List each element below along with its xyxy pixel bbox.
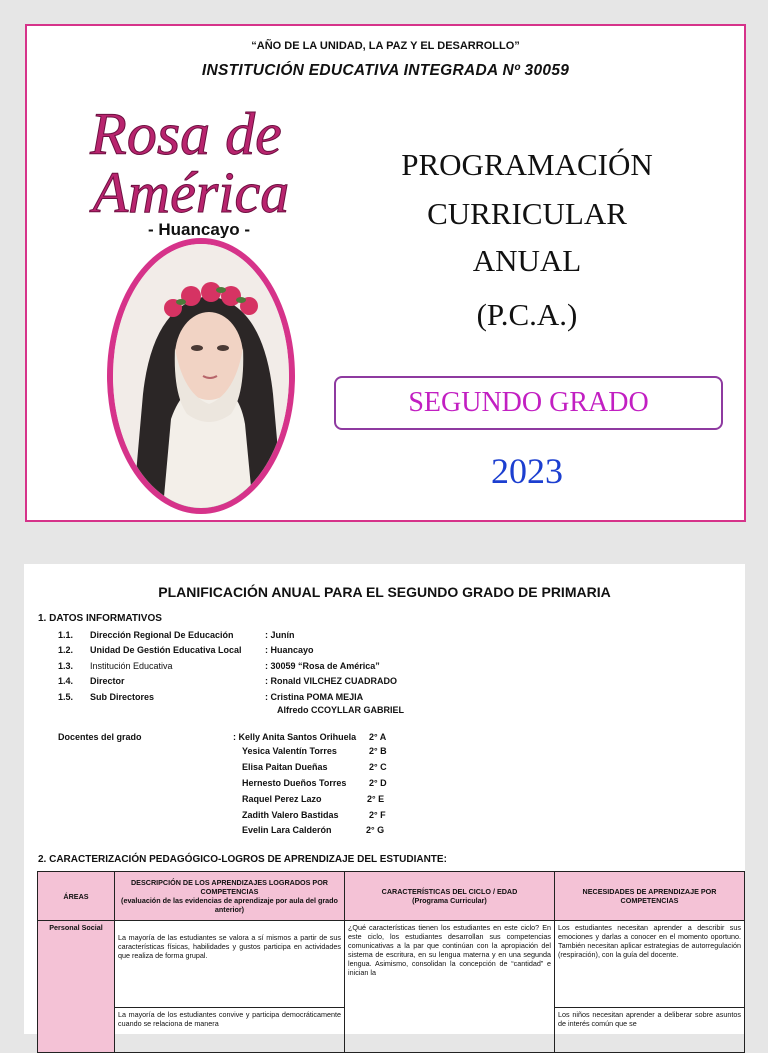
area-personal-social-text: Personal Social [49, 923, 103, 932]
year-motto: “AÑO DE LA UNIDAD, LA PAZ Y EL DESARROLLO” [251, 40, 520, 52]
teacher-section: 2° D [369, 778, 387, 788]
need-cell-text: Los niños necesitan aprender a deliberar sobre asuntos de interés común que se [558, 1010, 741, 1028]
rosa-de-america-logo [41, 88, 331, 238]
data-label: Director [90, 676, 125, 686]
teacher-name: Yesica Valentín Torres [242, 746, 337, 756]
portrait-illustration [113, 244, 289, 508]
data-value: : 30059 “Rosa de América” [265, 661, 380, 671]
caract-cell-text: ¿Qué características tienen los estudiantes en este ciclo? En este ciclo, los estudiantes desarrollan sus competencias comunicativas a la par que continúan con la apropiación del sistema de escritura, en su lengua materna y en una segunda lengua. Asimismo, consolidan la concepción de “cantidad” e inician la [348, 923, 551, 977]
teacher-section: 2° A [369, 732, 387, 742]
teacher-name: Zadith Valero Bastidas [242, 810, 339, 820]
data-num: 1.1. [58, 630, 74, 640]
header-areas [38, 872, 115, 921]
data-value: : Junín [265, 630, 295, 640]
title-line-2: CURRICULAR [427, 196, 627, 231]
desc-cell-text: La mayoría de las estudiantes se valora a sí mismos a partir de sus características físicas, habilidades y gustos participa en actividades que realiza de forma grupal. [118, 933, 341, 960]
header-necesidades-text: NECESIDADES DE APRENDIZAJE POR COMPETENCIAS [582, 887, 717, 905]
need-cell-text: Los estudiantes necesitan aprender a describir sus emociones y darlas a conocer en el momento oportuno. También necesitan aplicar estrategias de autorregulación (respiración), con la guía del docente. [558, 923, 741, 959]
section-caracterizacion: 2. CARACTERIZACIÓN PEDAGÓGICO-LOGROS DE APRENDIZAJE DEL ESTUDIANTE: [38, 854, 447, 865]
title-line-4: (P.C.A.) [476, 297, 578, 332]
teacher-section: 2° B [369, 746, 387, 756]
data-value: : Ronald VILCHEZ CUADRADO [265, 676, 397, 686]
header-caracteristicas-text: CARACTERÍSTICAS DEL CICLO / EDAD [381, 887, 518, 896]
year: 2023 [491, 451, 563, 491]
data-label: Institución Educativa [90, 661, 173, 671]
header-caracteristicas [345, 872, 555, 921]
teacher-name: : Kelly Anita Santos Orihuela [233, 732, 357, 742]
cover-page [25, 24, 746, 522]
header-caracteristicas-sub: (Programa Curricular) [412, 896, 487, 905]
teacher-name: Raquel Perez Lazo [242, 794, 322, 804]
saint-rose-portrait [107, 238, 295, 514]
header-areas-text: ÁREAS [63, 891, 89, 901]
data-num: 1.3. [58, 661, 74, 671]
title-line-3: ANUAL [472, 243, 582, 278]
table-header-row [38, 872, 745, 921]
header-necesidades [555, 872, 745, 921]
data-num: 1.2. [58, 645, 74, 655]
need-cell [555, 921, 745, 1008]
teacher-name: Hernesto Dueños Torres [242, 778, 347, 788]
characterization-table [37, 871, 745, 1053]
institution-name: INSTITUCIÓN EDUCATIVA INTEGRADA Nº 30059 [201, 62, 570, 79]
data-label: Dirección Regional De Educación [90, 630, 234, 640]
plan-title: PLANIFICACIÓN ANUAL PARA EL SEGUNDO GRADO DE PRIMARIA [158, 584, 611, 600]
section-datos-informativos: 1. DATOS INFORMATIVOS [38, 613, 162, 624]
caract-cell [345, 921, 555, 1053]
teacher-section: 2° G [366, 825, 385, 835]
data-num: 1.5. [58, 692, 74, 702]
desc-cell [115, 921, 345, 1008]
header-descripcion-sub: (evaluación de las evidencias de aprendizaje por aula del grado anterior) [121, 896, 338, 914]
logo-city: - Huancayo - [147, 220, 251, 238]
teacher-section: 2° E [367, 794, 385, 804]
grade-box: SEGUNDO GRADO [334, 376, 723, 430]
header-descripcion-text: DESCRIPCIÓN DE LOS APRENDIZAJES LOGRADOS POR COMPETENCIAS [130, 878, 328, 896]
data-value: : Cristina POMA MEJIA [265, 692, 364, 702]
logo-text-line2: América [92, 160, 290, 225]
need-cell [555, 1008, 745, 1053]
data-value-2: Alfredo CCOYLLAR GABRIEL [277, 705, 404, 715]
teacher-name: Evelin Lara Calderón [242, 825, 332, 835]
teacher-name: Elisa Paitan Dueñas [242, 762, 328, 772]
teacher-section: 2° F [369, 810, 386, 820]
data-value: : Huancayo [265, 645, 314, 655]
teachers-label: Docentes del grado [58, 732, 142, 742]
logo-text-line1: Rosa de [90, 101, 282, 167]
title-line-1: PROGRAMACIÓN [401, 147, 653, 182]
table-row [38, 921, 745, 1008]
desc-cell [115, 1008, 345, 1053]
data-num: 1.4. [58, 676, 74, 686]
data-label: Sub Directores [90, 692, 155, 702]
area-personal-social [38, 921, 115, 1053]
plan-page [24, 564, 745, 1034]
data-label: Unidad De Gestión Educativa Local [90, 645, 242, 655]
desc-cell-text: La mayoría de los estudiantes convive y participa democráticamente cuando se relaciona de manera [118, 1010, 341, 1028]
header-descripcion [115, 872, 345, 921]
teacher-section: 2° C [369, 762, 387, 772]
